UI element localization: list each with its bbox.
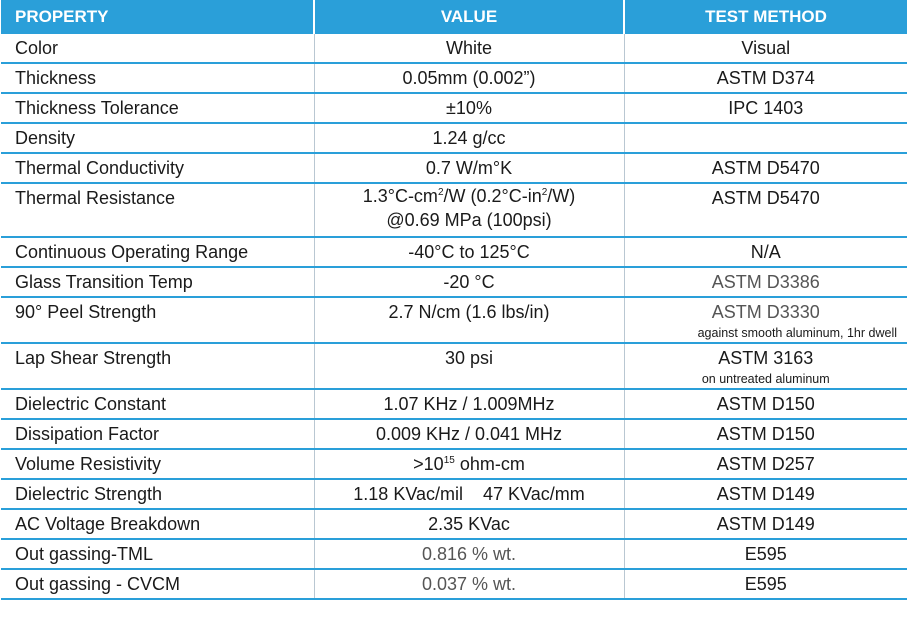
- value-part: /W): [547, 186, 576, 206]
- table-header: [1, 0, 907, 34]
- table-body: [1, 34, 907, 599]
- property-cell: Out gassing-TML: [1, 539, 314, 569]
- value-cell: 0.05mm (0.002”): [314, 63, 624, 93]
- value-cell: 0.009 KHz / 0.041 MHz: [314, 419, 624, 449]
- table-row: [1, 123, 907, 153]
- table-row: [1, 237, 907, 267]
- table-row: [1, 297, 907, 343]
- properties-table: [1, 0, 907, 600]
- table-row: [1, 343, 907, 389]
- method-cell: ASTM D149: [624, 509, 907, 539]
- value-cell: -20 °C: [314, 267, 624, 297]
- table-row: [1, 479, 907, 509]
- value-part: ohm-cm: [454, 454, 525, 474]
- value-part: 1.3°C-cm: [362, 186, 438, 206]
- method-cell: Visual: [624, 34, 907, 63]
- method-cell: ASTM D257: [624, 449, 907, 479]
- property-cell: Lap Shear Strength: [1, 343, 314, 389]
- header-test-method: TEST METHOD: [624, 0, 907, 34]
- value-cell: [314, 449, 624, 479]
- value-cell: 1.18 KVac/mil 47 KVac/mm: [314, 479, 624, 509]
- property-cell: AC Voltage Breakdown: [1, 509, 314, 539]
- value-cell: -40°C to 125°C: [314, 237, 624, 267]
- method-cell: E595: [624, 569, 907, 599]
- value-part: /W (0.2°C-in: [443, 186, 542, 206]
- method-note: against smooth aluminum, 1hr dwell: [697, 326, 897, 340]
- value-cell: 2.7 N/cm (1.6 lbs/in): [314, 297, 624, 343]
- value-line-1: [315, 184, 624, 208]
- property-cell: Glass Transition Temp: [1, 267, 314, 297]
- value-cell: [314, 183, 624, 237]
- header-value: VALUE: [314, 0, 624, 34]
- property-cell: Color: [1, 34, 314, 63]
- value-cell: 1.07 KHz / 1.009MHz: [314, 389, 624, 419]
- method-cell: N/A: [624, 237, 907, 267]
- table-row: [1, 153, 907, 183]
- superscript: 2: [541, 187, 548, 198]
- superscript: 15: [443, 455, 455, 466]
- method-cell: [624, 297, 907, 343]
- value-cell: 0.816 % wt.: [314, 539, 624, 569]
- method-cell: ASTM D374: [624, 63, 907, 93]
- method-cell: ASTM D149: [624, 479, 907, 509]
- table-row: [1, 267, 907, 297]
- value-cell: ±10%: [314, 93, 624, 123]
- table-row: [1, 419, 907, 449]
- table-row: [1, 93, 907, 123]
- method-cell: ASTM D5470: [624, 153, 907, 183]
- value-cell: 30 psi: [314, 343, 624, 389]
- table-row: [1, 183, 907, 237]
- property-cell: Volume Resistivity: [1, 449, 314, 479]
- method-cell: [624, 123, 907, 153]
- table-row: [1, 389, 907, 419]
- table-row: [1, 449, 907, 479]
- value-cell: White: [314, 34, 624, 63]
- property-cell: Thickness: [1, 63, 314, 93]
- property-cell: Density: [1, 123, 314, 153]
- property-cell: Dielectric Constant: [1, 389, 314, 419]
- property-cell: Dielectric Strength: [1, 479, 314, 509]
- value-cell: 1.24 g/cc: [314, 123, 624, 153]
- property-cell: Thickness Tolerance: [1, 93, 314, 123]
- method-cell: ASTM D5470: [624, 183, 907, 237]
- property-cell: Dissipation Factor: [1, 419, 314, 449]
- value-cell: 0.037 % wt.: [314, 569, 624, 599]
- method-cell: E595: [624, 539, 907, 569]
- method-text: ASTM 3163: [718, 348, 814, 368]
- table-row: [1, 63, 907, 93]
- property-cell: Thermal Resistance: [1, 183, 314, 237]
- header-row: [1, 0, 907, 34]
- header-property: PROPERTY: [1, 0, 314, 34]
- method-text: ASTM D3330: [711, 302, 820, 322]
- property-cell: Out gassing - CVCM: [1, 569, 314, 599]
- table-row: [1, 569, 907, 599]
- value-cell: 0.7 W/m°K: [314, 153, 624, 183]
- value-part: >10: [413, 454, 444, 474]
- property-cell: Continuous Operating Range: [1, 237, 314, 267]
- value-cell: 2.35 KVac: [314, 509, 624, 539]
- method-cell: ASTM D3386: [624, 267, 907, 297]
- property-cell: Thermal Conductivity: [1, 153, 314, 183]
- method-cell: [624, 343, 907, 389]
- method-cell: ASTM D150: [624, 419, 907, 449]
- method-note: on untreated aluminum: [701, 372, 830, 386]
- table-row: [1, 34, 907, 63]
- table-row: [1, 509, 907, 539]
- method-cell: IPC 1403: [624, 93, 907, 123]
- method-cell: ASTM D150: [624, 389, 907, 419]
- property-cell: 90° Peel Strength: [1, 297, 314, 343]
- superscript: 2: [437, 187, 444, 198]
- table-row: [1, 539, 907, 569]
- value-line-2: @0.69 MPa (100psi): [386, 210, 552, 230]
